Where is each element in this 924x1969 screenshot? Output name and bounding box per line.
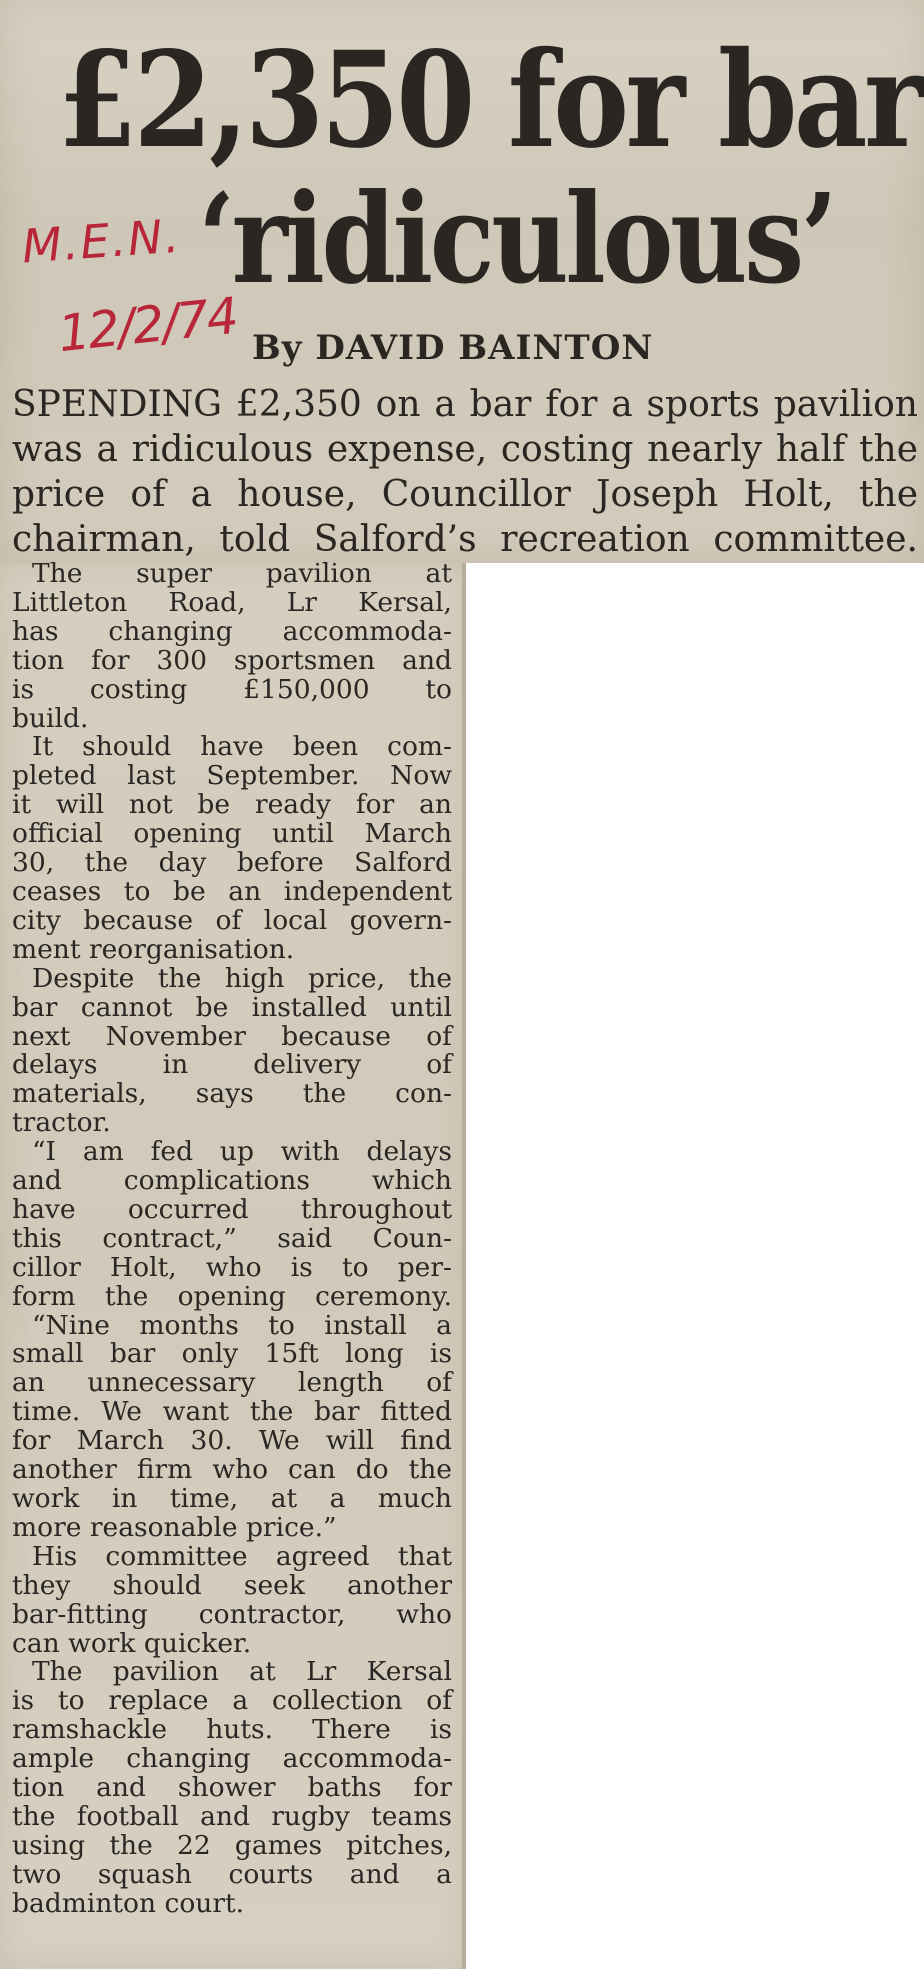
body-line: 30, the day before Salford xyxy=(12,847,452,879)
body-line: tractor. xyxy=(12,1107,111,1139)
standfirst-paragraph xyxy=(12,382,918,562)
body-line: badminton court. xyxy=(12,1887,245,1919)
handwritten-date-note: 12/2/74 xyxy=(55,286,240,364)
handwritten-source-note: M.E.N. xyxy=(20,208,183,274)
body-line: another firm who can do the xyxy=(12,1454,452,1486)
body-line: ample changing accommoda- xyxy=(12,1743,452,1775)
body-line: ramshackle huts. There is xyxy=(12,1714,452,1746)
body-line: work in time, at a much xyxy=(12,1483,452,1514)
body-line: Despite the high price, the xyxy=(32,962,452,994)
body-line: more reasonable price.” xyxy=(12,1511,337,1543)
body-line: The super pavilion at xyxy=(32,558,452,589)
body-line: it will not be ready for an xyxy=(12,789,452,821)
body-line: “Nine months to install a xyxy=(32,1309,452,1341)
standfirst-line: chairman, told Salford’s recreation committee. xyxy=(12,519,918,560)
body-line: form the opening ceremony. xyxy=(12,1280,452,1312)
standfirst-line: price of a house, Councillor Joseph Holt, the xyxy=(12,474,918,515)
body-line: this contract,” said Coun- xyxy=(12,1222,452,1254)
body-line: using the 22 games pitches, xyxy=(12,1829,452,1861)
headline-line-2: ‘ridiculous’ xyxy=(198,167,835,312)
body-line: an unnecessary length of xyxy=(12,1367,452,1399)
body-line: build. xyxy=(12,702,89,734)
body-line: next November because of xyxy=(12,1020,452,1052)
body-line: delays in delivery of xyxy=(12,1049,452,1081)
body-line: have occurred throughout xyxy=(12,1193,452,1225)
body-line: “I am fed up with delays xyxy=(32,1136,452,1168)
body-line: ceases to be an independent xyxy=(12,875,452,907)
body-line: ment reorganisation. xyxy=(12,933,295,965)
article-body-column xyxy=(12,560,452,1919)
body-line: His committee agreed that xyxy=(32,1540,452,1572)
body-line: is to replace a collection of xyxy=(12,1685,452,1717)
body-line: and complications which xyxy=(12,1165,452,1197)
standfirst-line: was a ridiculous expense, costing nearly half the xyxy=(12,429,918,470)
body-line: bar-fitting contractor, who xyxy=(12,1598,452,1630)
body-line: It should have been com- xyxy=(32,731,452,763)
body-line: they should seek another xyxy=(12,1569,452,1601)
headline-line-1: £2,350 for bar xyxy=(58,23,921,178)
body-line: has changing accommoda- xyxy=(12,615,452,647)
body-line: is costing £150,000 to xyxy=(12,673,452,705)
body-line: tion for 300 sportsmen and xyxy=(12,644,452,676)
body-line: pleted last September. Now xyxy=(12,760,452,792)
standfirst-line: SPENDING £2,350 on a bar for a sports pavilion xyxy=(12,384,918,425)
body-line: Littleton Road, Lr Kersal, xyxy=(12,586,452,618)
body-line: The pavilion at Lr Kersal xyxy=(32,1656,452,1688)
body-line: bar cannot be installed until xyxy=(12,991,452,1023)
body-line: tion and shower baths for xyxy=(12,1772,452,1804)
body-line: materials, says the con- xyxy=(12,1078,452,1110)
body-line: for March 30. We will find xyxy=(12,1425,452,1457)
body-line: cillor Holt, who is to per- xyxy=(12,1251,452,1283)
body-line: small bar only 15ft long is xyxy=(12,1338,452,1370)
body-line: two squash courts and a xyxy=(12,1858,452,1890)
body-line: the football and rugby teams xyxy=(12,1800,452,1832)
body-line: time. We want the bar fitted xyxy=(12,1396,452,1428)
body-line: official opening until March xyxy=(12,818,452,850)
body-line: can work quicker. xyxy=(12,1627,252,1659)
body-line: city because of local govern- xyxy=(12,904,452,936)
byline: By DAVID BAINTON xyxy=(252,328,654,368)
